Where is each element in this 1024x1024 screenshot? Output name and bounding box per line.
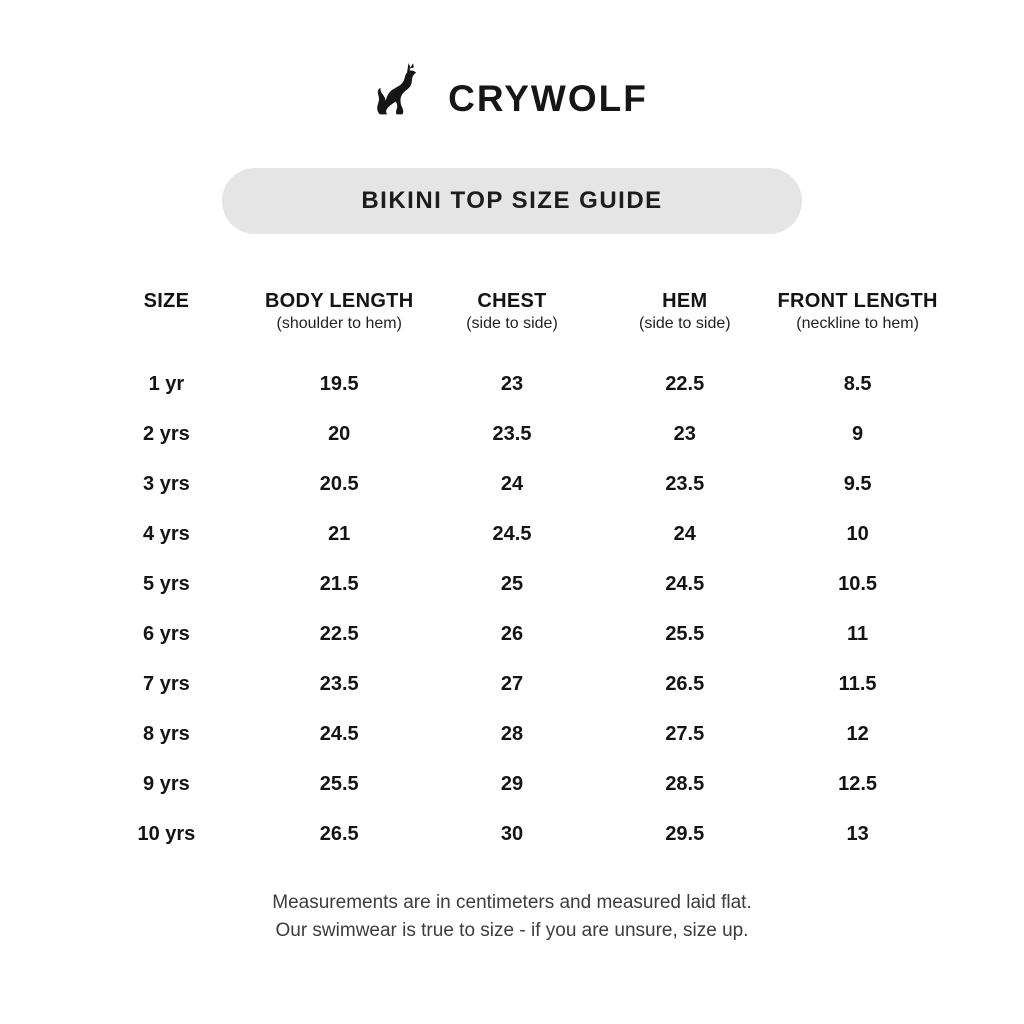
front-length-value: 9 (852, 422, 864, 445)
hem-value: 24.5 (665, 572, 705, 595)
hem-value: 26.5 (665, 672, 705, 695)
table-row (80, 359, 944, 409)
body-length-value: 26.5 (319, 822, 359, 845)
front-length-value: 10.5 (838, 572, 878, 595)
hem-value: 25.5 (665, 622, 705, 645)
chest-value: 27 (500, 672, 524, 695)
chest-value: 24 (500, 472, 524, 495)
size-label: 3 yrs (143, 472, 190, 495)
chest-value: 26 (500, 622, 524, 645)
hem-value: 23.5 (665, 472, 705, 495)
table-row (80, 809, 944, 859)
body-length-value: 20 (328, 422, 351, 445)
front-length-value: 8.5 (843, 372, 872, 395)
chest-value: 24.5 (492, 522, 532, 545)
column-header-front-length: FRONT LENGTH (neckline to hem) (777, 290, 938, 332)
footer-line-2: Our swimwear is true to size - if you are unsure, size up. (275, 920, 749, 941)
hem-value: 28.5 (665, 772, 705, 795)
table-header-row (80, 290, 944, 333)
hem-value: 29.5 (665, 822, 705, 845)
body-length-value: 24.5 (319, 722, 359, 745)
chest-value: 23.5 (492, 422, 532, 445)
body-length-value: 22.5 (319, 622, 359, 645)
page-title: BIKINI TOP SIZE GUIDE (361, 187, 663, 214)
brand-name: CRYWOLF (448, 78, 648, 119)
chest-value: 30 (500, 822, 524, 845)
front-length-value: 13 (846, 822, 869, 845)
body-length-value: 23.5 (319, 672, 359, 695)
table-row (80, 459, 944, 509)
front-length-value: 11.5 (838, 672, 877, 695)
column-header-size: SIZE (143, 290, 190, 312)
footer-line-1: Measurements are in centimeters and measured laid flat. (272, 892, 752, 913)
howling-wolf-icon (376, 62, 438, 120)
front-length-value: 9.5 (843, 472, 872, 495)
size-label: 8 yrs (143, 722, 190, 745)
brand-logo (0, 0, 1024, 120)
front-length-value: 10 (846, 522, 869, 545)
front-length-value: 11 (847, 622, 869, 645)
size-label: 10 yrs (137, 822, 196, 845)
body-length-value: 21 (328, 522, 351, 545)
table-row (80, 509, 944, 559)
hem-value: 23 (673, 422, 696, 445)
footer-notes (0, 889, 1024, 945)
column-header-chest: CHEST (side to side) (466, 290, 558, 332)
hem-value: 22.5 (665, 372, 705, 395)
table-row (80, 559, 944, 609)
table-body (80, 359, 944, 859)
size-table (80, 290, 944, 859)
hem-value: 27.5 (665, 722, 705, 745)
column-header-body-length: BODY LENGTH (shoulder to hem) (264, 290, 414, 332)
column-header-hem: HEM (side to side) (638, 290, 731, 332)
body-length-value: 25.5 (319, 772, 359, 795)
body-length-value: 20.5 (319, 472, 359, 495)
size-label: 7 yrs (143, 672, 190, 695)
front-length-value: 12.5 (838, 772, 878, 795)
front-length-value: 12 (846, 722, 869, 745)
body-length-value: 19.5 (319, 372, 359, 395)
size-label: 5 yrs (143, 572, 190, 595)
table-row (80, 409, 944, 459)
hem-value: 24 (673, 522, 696, 545)
size-label: 9 yrs (143, 772, 190, 795)
size-label: 6 yrs (143, 622, 190, 645)
title-pill (222, 168, 802, 234)
table-row (80, 659, 944, 709)
size-label: 2 yrs (143, 422, 190, 445)
table-row (80, 609, 944, 659)
chest-value: 25 (500, 572, 524, 595)
size-label: 1 yr (148, 372, 185, 395)
table-row (80, 759, 944, 809)
chest-value: 23 (500, 372, 524, 395)
chest-value: 28 (500, 722, 524, 745)
table-row (80, 709, 944, 759)
chest-value: 29 (500, 772, 524, 795)
size-label: 4 yrs (143, 522, 190, 545)
body-length-value: 21.5 (319, 572, 359, 595)
